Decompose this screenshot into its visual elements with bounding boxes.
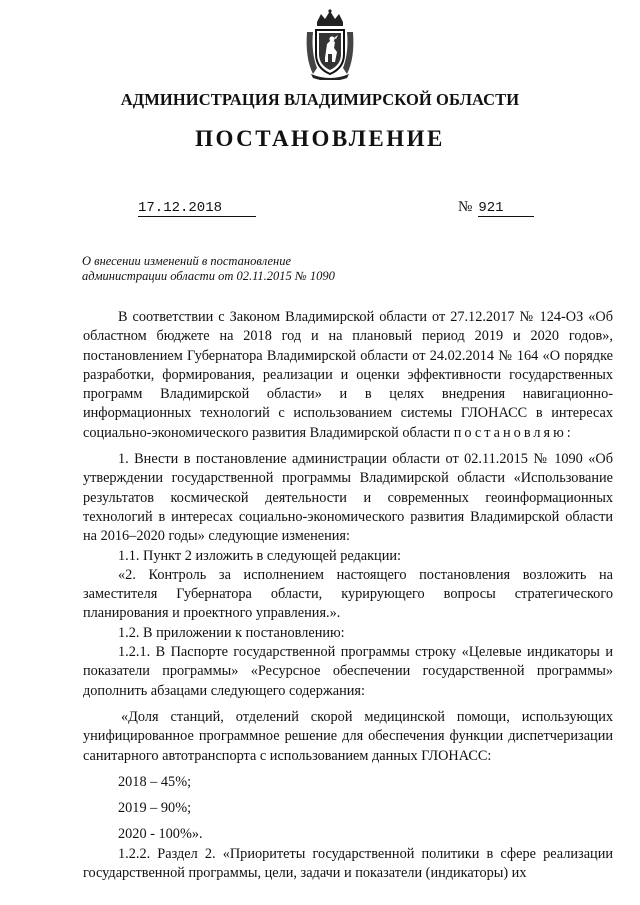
item-1-2-2: 1.2.2. Раздел 2. «Приоритеты государственной политики в сфере реализации государственной программы, цели, задачи и показатели (индикаторы) их xyxy=(83,845,613,882)
preamble-text: В соответствии с Законом Владимирской области от 27.12.2017 № 124-ОЗ «Об областном бюджете на 2018 год и на плановый период 2019 и 2020 годов», постановлением Губернатора Владимирской области от 24.02.2014 № 164 «О порядке разработки, формирования, реализации и оценки эффективности государственных программ Владимирской области» и в целях внедрения навигационно-информационных технологий с использованием системы ГЛОНАСС в интересах социально-экономического развития Владимирской области xyxy=(83,309,613,441)
subject-line-2: администрации области от 02.11.2015 № 1090 xyxy=(82,269,335,283)
item-1-1: 1.1. Пункт 2 изложить в следующей редакции: xyxy=(118,547,401,564)
organization-name: АДМИНИСТРАЦИЯ ВЛАДИМИРСКОЙ ОБЛАСТИ xyxy=(120,90,520,109)
subject-line-1: О внесении изменений в постановление xyxy=(82,254,292,268)
indicator-value-2020: 2020 - 100%». xyxy=(118,826,203,843)
document-number: 921 xyxy=(478,200,534,217)
item-1-2: 1.2. В приложении к постановлению: xyxy=(118,624,345,641)
document-type-title: ПОСТАНОВЛЕНИЕ xyxy=(195,126,445,151)
document-body xyxy=(83,308,613,883)
indicator-value-2018: 2018 – 45%; xyxy=(118,773,192,790)
item-1-2-1: 1.2.1. В Паспорте государственной программы строку «Целевые индикаторы и показатели программы» «Ресурсное обеспечении государственной программы» дополнить абзацами следующего содержания: xyxy=(83,644,613,699)
indicator-quote: «Доля станций, отделений скорой медицинской помощи, использующих унифицированное программное решение для обеспечения функции диспетчеризации санитарного автотранспорта с использованием данных ГЛОНАСС: xyxy=(83,708,613,764)
document-number-field xyxy=(458,198,534,217)
indicator-value-2019: 2019 – 90%; xyxy=(118,800,192,817)
document-date: 17.12.2018 xyxy=(138,200,256,217)
number-label: № xyxy=(458,199,473,215)
coat-of-arms-icon xyxy=(303,8,357,80)
item-1-1-quote: «2. Контроль за исполнением настоящего постановления возложить на заместителя Губернатора области, курирующего вопросы стратегического планирования и проектного управления.». xyxy=(83,566,613,622)
preamble-paragraph xyxy=(83,308,613,443)
item-1: 1. Внести в постановление администрации области от 02.11.2015 № 1090 «Об утверждении государственной программы Владимирской области «Использование результатов космической деятельности и современных геоинформационных технологий в интересах социально-экономического развития Владимирской области на 2016–2020 годы» следующие изменения: xyxy=(83,451,613,545)
document-subject xyxy=(82,254,442,284)
preamble-resolve: постановляю: xyxy=(453,424,574,441)
